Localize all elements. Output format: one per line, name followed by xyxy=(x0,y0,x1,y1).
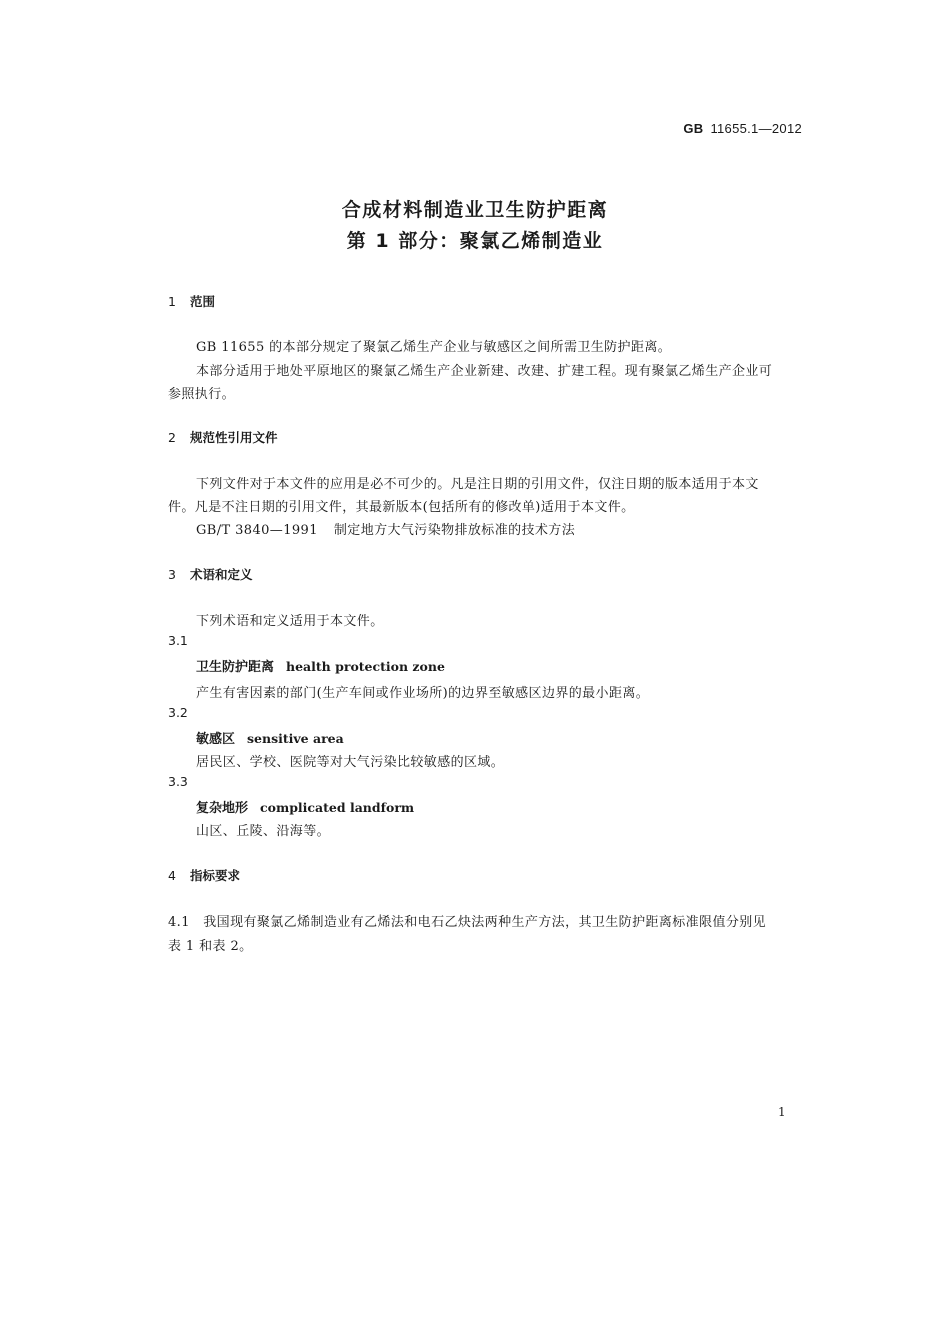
section-2-heading: 2 规范性引用文件 xyxy=(168,430,278,445)
term-zh: 敏感区 xyxy=(196,732,236,747)
term-en: complicated landform xyxy=(260,800,415,815)
page-number: 1 xyxy=(778,1105,786,1119)
term-definition: 山区、丘陵、沿海等。 xyxy=(196,824,331,839)
section-4-heading: 4 指标要求 xyxy=(168,868,241,883)
section-4-paragraph-cont: 表 1 和表 2。 xyxy=(168,939,253,954)
term-en: sensitive area xyxy=(247,731,344,746)
standard-number: 11655.1—2012 xyxy=(710,121,802,136)
term-entry xyxy=(196,728,344,747)
term-number: 3.2 xyxy=(168,705,188,720)
term-definition: 居民区、学校、医院等对大气污染比较敏感的区域。 xyxy=(196,755,505,770)
document-title: 合成材料制造业卫生防护距离 xyxy=(341,199,609,221)
term-zh: 复杂地形 xyxy=(196,801,249,816)
normative-reference xyxy=(196,519,575,538)
term-zh: 卫生防护距离 xyxy=(196,660,275,675)
standard-prefix: GB xyxy=(683,121,704,136)
term-number: 3.3 xyxy=(168,774,188,789)
term-entry xyxy=(196,797,414,816)
document-subtitle: 第 1 部分：聚氯乙烯制造业 xyxy=(346,230,604,252)
section-1-paragraph-2-cont: 参照执行。 xyxy=(168,387,236,402)
section-1-paragraph-1: GB 11655 的本部分规定了聚氯乙烯生产企业与敏感区之间所需卫生防护距离。 xyxy=(196,340,672,355)
term-definition: 产生有害因素的部门(生产车间或作业场所)的边界至敏感区边界的最小距离。 xyxy=(196,686,650,701)
standard-code xyxy=(683,121,802,136)
section-1-heading: 1 范围 xyxy=(168,294,216,309)
section-3-intro: 下列术语和定义适用于本文件。 xyxy=(196,614,384,629)
section-2-paragraph: 下列文件对于本文件的应用是必不可少的。凡是注日期的引用文件，仅注日期的版本适用于本文 xyxy=(196,477,759,492)
section-1-paragraph-2: 本部分适用于地处平原地区的聚氯乙烯生产企业新建、改建、扩建工程。现有聚氯乙烯生产企业可 xyxy=(196,364,773,379)
section-3-heading: 3 术语和定义 xyxy=(168,567,253,582)
term-number: 3.1 xyxy=(168,633,188,648)
reference-title: 制定地方大气污染物排放标准的技术方法 xyxy=(333,523,576,538)
section-2-paragraph-cont: 件。凡是不注日期的引用文件，其最新版本(包括所有的修改单)适用于本文件。 xyxy=(168,500,635,515)
term-entry xyxy=(196,656,445,675)
section-4-paragraph: 4.1 我国现有聚氯乙烯制造业有乙烯法和电石乙炔法两种生产方法，其卫生防护距离标准限值分别见 xyxy=(168,915,767,930)
reference-code: GB/T 3840—1991 xyxy=(196,523,318,538)
term-en: health protection zone xyxy=(286,659,445,674)
